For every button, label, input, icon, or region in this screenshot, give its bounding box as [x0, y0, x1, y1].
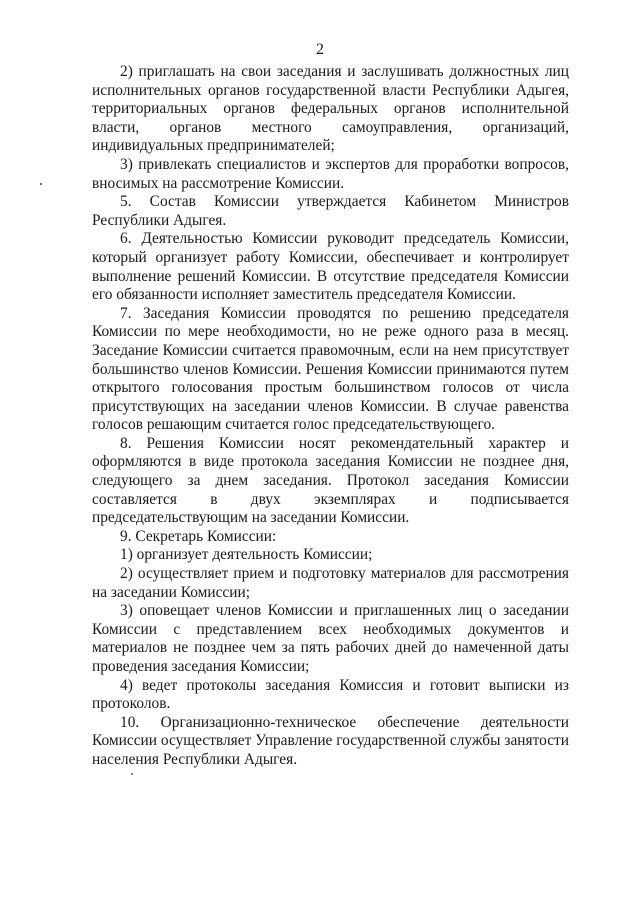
paragraph-item-9-sub-1: 1) организует деятельность Комиссии; — [120, 546, 373, 564]
paragraph-item-9: 9. Секретарь Комиссии: — [120, 527, 277, 545]
paragraph-item-9-sub-3: 3) оповещает членов Комиссии и приглашенных лиц о заседании Комиссии с представлением всех необходимых документов и материалов не позднее чем за пять рабочих дней до намеченной даты проведения заседания Комиссии; — [92, 602, 569, 675]
page-number: 2 — [316, 41, 324, 58]
paragraph-item-8: 8. Решения Комиссии носят рекомендательный характер и оформляются в виде протокола заседания Комиссии не позднее дня, следующего за днем заседания. Протокол заседания Комиссии составляется в двух экземплярах и подписывается председательствующим на заседании Комиссии. — [92, 434, 569, 527]
paragraph-clause-2: 2) приглашать на свои заседания и заслушивать должностных лиц исполнительных органов государственной власти Республики Адыгея, территориальных органов федеральных органов исполнительной власти, органов местного самоуправления, организаций, индивидуальных предпринимателей; — [92, 63, 569, 155]
paragraph-item-10: 10. Организационно-техническое обеспечение деятельности Комиссии осуществляет Управление государственной службы занятости населения Республики Адыгея. — [92, 713, 569, 768]
paragraph-item-9-sub-4: 4) ведет протоколы заседания Комиссия и готовит выписки из протоколов. — [92, 676, 569, 713]
scan-speck — [40, 183, 42, 185]
scan-speck — [131, 773, 133, 775]
paragraph-item-7: 7. Заседания Комиссии проводятся по решению председателя Комиссии по мере необходимости, но не реже одного раза в месяц. Заседание Комиссии считается правомочным, если на нем присутствует большинство членов Комиссии. Решения Комиссии принимаются путем открытого голосования простым большинством голосов от числа присутствующих на заседании членов Комиссии. В случае равенства голосов решающим считается голос председательствующего. — [92, 304, 569, 434]
paragraph-item-5: 5. Состав Комиссии утверждается Кабинетом Министров Республики Адыгея. — [92, 193, 569, 229]
paragraph-clause-3: 3) привлекать специалистов и экспертов для проработки вопросов, вносимых на рассмотрение Комиссии. — [92, 155, 569, 192]
paragraph-item-6: 6. Деятельностью Комиссии руководит председатель Комиссии, который организует работу Комиссии, обеспечивает и контролирует выполнение решений Комиссии. В отсутствие председателя Комиссии его обязанности исполняет заместитель председателя Комиссии. — [92, 230, 569, 304]
paragraph-item-9-sub-2: 2) осуществляет прием и подготовку материалов для рассмотрения на заседании Комиссии; — [92, 565, 569, 601]
document-body — [92, 63, 569, 770]
